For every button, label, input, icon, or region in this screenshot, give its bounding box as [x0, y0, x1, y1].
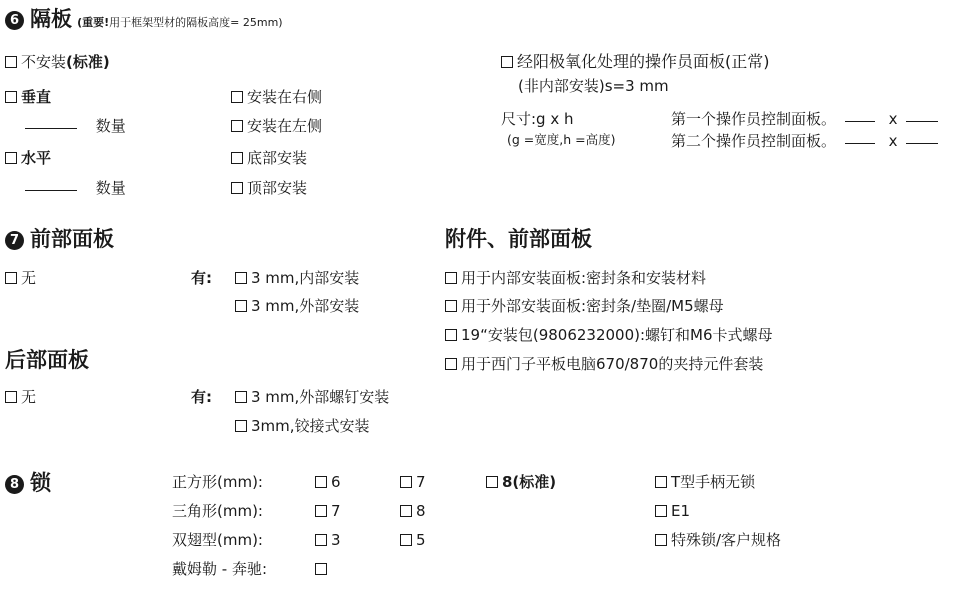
option-label: 安装在左侧 — [247, 117, 323, 135]
checkbox[interactable] — [5, 56, 17, 68]
section-note: 用于框架型材的隔板高度= 25mm) — [109, 16, 283, 29]
accessories-heading: 附件、前部面板 — [445, 227, 592, 251]
option-label: 无 — [21, 388, 37, 406]
option-label: 水平 — [21, 149, 52, 167]
section-title: 前部面板 — [30, 227, 114, 251]
section-6-heading — [5, 6, 283, 32]
front-panel-has-label: 有: — [191, 269, 212, 287]
option-label: 垂直 — [21, 88, 52, 106]
lock-option[interactable] — [315, 501, 341, 521]
checkbox[interactable] — [235, 300, 247, 312]
section-8-heading — [5, 470, 51, 496]
width-blank[interactable] — [845, 121, 875, 122]
option-mount-left[interactable] — [231, 116, 322, 136]
section-number-badge: 8 — [5, 475, 24, 494]
option-label: 8 — [416, 502, 426, 520]
rear-panel-hinged[interactable] — [235, 416, 370, 436]
option-label: 经阳极氧化处理的操作员面板(正常) — [517, 52, 770, 71]
panel-label: 第二个操作员控制面板。 — [671, 132, 837, 150]
checkbox[interactable] — [315, 476, 327, 488]
rear-panel-screw[interactable] — [235, 387, 389, 407]
option-label: 用于西门子平板电脑670/870的夹持元件套装 — [461, 355, 764, 373]
note-emphasis: (重要! — [77, 16, 110, 29]
checkbox[interactable] — [315, 505, 327, 517]
quantity-label: 数量 — [95, 179, 126, 197]
checkbox[interactable] — [400, 534, 412, 546]
lock-option-standard[interactable] — [486, 472, 556, 492]
lock-option[interactable] — [400, 472, 426, 492]
checkbox[interactable] — [235, 420, 247, 432]
checkbox[interactable] — [5, 391, 17, 403]
dimension-sublabel: (g =宽度,h =高度) — [507, 132, 616, 147]
option-mount-right[interactable] — [231, 87, 322, 107]
checkbox[interactable] — [486, 476, 498, 488]
option-label: 底部安装 — [247, 149, 308, 167]
width-blank[interactable] — [845, 143, 875, 144]
option-label: 3 mm,内部安装 — [251, 269, 360, 287]
option-label: 3 — [331, 531, 341, 549]
checkbox[interactable] — [315, 563, 327, 575]
checkbox[interactable] — [231, 120, 243, 132]
option-label: 3mm,铰接式安装 — [251, 417, 370, 435]
section-number-badge: 7 — [5, 231, 24, 250]
lock-row-label: 双翅型(mm): — [172, 531, 263, 549]
height-blank[interactable] — [906, 121, 938, 122]
quantity-label: 数量 — [95, 117, 126, 135]
option-horizontal[interactable] — [5, 148, 51, 168]
lock-option[interactable] — [655, 501, 690, 521]
option-anodized-panel[interactable] — [501, 52, 770, 72]
lock-option[interactable] — [315, 472, 341, 492]
lock-row-label: 戴姆勒 - 奔驰: — [172, 560, 268, 578]
checkbox[interactable] — [445, 358, 457, 370]
option-label: 19“安装包(9806232000):螺钉和M6卡式螺母 — [461, 326, 773, 344]
option-label: 安装在右侧 — [247, 88, 323, 106]
front-panel-internal[interactable] — [235, 268, 359, 288]
quantity-blank[interactable] — [25, 128, 77, 129]
checkbox[interactable] — [5, 152, 17, 164]
option-mount-bottom[interactable] — [231, 148, 307, 168]
checkbox[interactable] — [445, 300, 457, 312]
times-sign: x — [888, 110, 898, 128]
anodized-subtext: (非内部安装)s=3 mm — [518, 77, 669, 95]
dimension-label: 尺寸:g x h — [501, 110, 574, 128]
option-label: 特殊锁/客户规格 — [671, 531, 782, 549]
accessory-item[interactable] — [445, 354, 763, 374]
checkbox[interactable] — [315, 534, 327, 546]
checkbox[interactable] — [231, 91, 243, 103]
checkbox[interactable] — [231, 182, 243, 194]
option-label: 不安装 — [21, 53, 67, 71]
lock-option[interactable] — [400, 530, 426, 550]
lock-option[interactable] — [400, 501, 426, 521]
checkbox[interactable] — [231, 152, 243, 164]
option-label: 7 — [416, 473, 426, 491]
section-7-heading — [5, 226, 114, 252]
second-panel-dimension[interactable] — [671, 131, 938, 151]
checkbox[interactable] — [5, 272, 17, 284]
option-label: T型手柄无锁 — [671, 473, 756, 491]
option-not-installed[interactable] — [5, 52, 110, 72]
checkbox[interactable] — [400, 476, 412, 488]
front-panel-external[interactable] — [235, 296, 359, 316]
checkbox[interactable] — [5, 91, 17, 103]
option-label: 8(标准) — [502, 473, 557, 491]
times-sign: x — [888, 132, 898, 150]
rear-panel-heading: 后部面板 — [5, 348, 89, 372]
checkbox[interactable] — [655, 476, 667, 488]
checkbox[interactable] — [235, 391, 247, 403]
option-label: 3 mm,外部螺钉安装 — [251, 388, 390, 406]
accessory-item[interactable] — [445, 268, 706, 288]
panel-label: 第一个操作员控制面板。 — [671, 110, 837, 128]
lock-row-label: 三角形(mm): — [172, 502, 263, 520]
section-title: 隔板 — [30, 7, 72, 31]
quantity-blank[interactable] — [25, 190, 77, 191]
section-title: 锁 — [30, 471, 51, 495]
accessory-item[interactable] — [445, 325, 773, 345]
option-vertical[interactable] — [5, 87, 51, 107]
horizontal-quantity-field[interactable] — [25, 178, 126, 198]
lock-option[interactable] — [655, 530, 781, 550]
option-label: 3 mm,外部安装 — [251, 297, 360, 315]
checkbox[interactable] — [445, 272, 457, 284]
checkbox[interactable] — [655, 505, 667, 517]
option-label: 顶部安装 — [247, 179, 308, 197]
option-label: E1 — [671, 502, 691, 520]
checkbox[interactable] — [655, 534, 667, 546]
vertical-quantity-field[interactable] — [25, 116, 126, 136]
accessory-item[interactable] — [445, 296, 724, 316]
checkbox[interactable] — [501, 56, 513, 68]
rear-panel-has-label: 有: — [191, 388, 212, 406]
option-label: 无 — [21, 269, 37, 287]
checkbox[interactable] — [445, 329, 457, 341]
lock-option[interactable] — [315, 559, 331, 579]
option-label: 用于内部安装面板:密封条和安装材料 — [461, 269, 707, 287]
option-label: 6 — [331, 473, 341, 491]
section-number-badge: 6 — [5, 11, 24, 30]
front-panel-none[interactable] — [5, 268, 36, 288]
option-mount-top[interactable] — [231, 178, 307, 198]
lock-option[interactable] — [315, 530, 341, 550]
option-label: 用于外部安装面板:密封条/垫圈/M5螺母 — [461, 297, 724, 315]
lock-row-label: 正方形(mm): — [172, 473, 263, 491]
option-label: 7 — [331, 502, 341, 520]
standard-tag: (标准) — [66, 53, 110, 71]
height-blank[interactable] — [906, 143, 938, 144]
first-panel-dimension[interactable] — [671, 109, 938, 129]
option-label: 5 — [416, 531, 426, 549]
rear-panel-none[interactable] — [5, 387, 36, 407]
lock-option[interactable] — [655, 472, 755, 492]
checkbox[interactable] — [400, 505, 412, 517]
checkbox[interactable] — [235, 272, 247, 284]
